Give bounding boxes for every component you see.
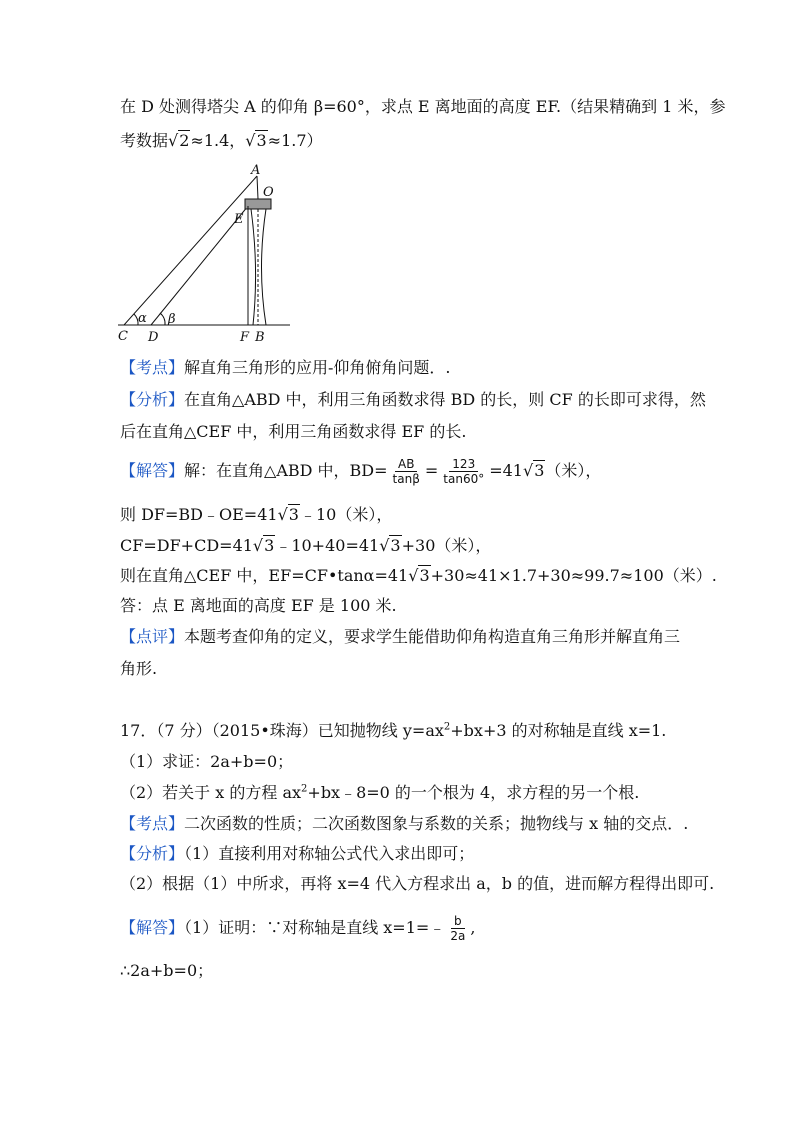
label-alpha: α (138, 311, 147, 326)
q17-part-2: （2）若关于 x 的方程 $ax^2+bx﹣8=0$ 的一个根为 4，求方程的另一个根. (120, 783, 640, 802)
q17-fenxi-tag: 【分析】 (120, 844, 185, 863)
answer-line: 答：点 E 离地面的高度 EF 是 100 米. (120, 596, 397, 615)
label-b: B (255, 330, 265, 345)
geometry-figure (118, 163, 294, 345)
q17-conclusion: ∴2a+b=0； (120, 961, 214, 980)
label-f: F (240, 330, 250, 345)
dianping-tag: 【点评】 (120, 627, 185, 646)
q17-heading: 17．（7 分）（2015•珠海）已知抛物线 $y=ax^2+bx+3$ 的对称轴是直线 x=1. (120, 721, 667, 740)
solution-line-ef: 则在直角△CEF 中，EF=CF•tanα=41√3+30≈41×1.7+30≈99.7≈100（米）. (120, 566, 717, 585)
q17-jieda-tag: 【解答】 (120, 918, 185, 937)
q17-kaodian-line: 【考点】二次函数的性质；二次函数图象与系数的关系；抛物线与 x 轴的交点．. (120, 814, 689, 833)
label-beta: β (168, 312, 176, 327)
dianping-line-1: 【点评】本题考查仰角的定义，要求学生能借助仰角构造直角三角形并解直角三 (120, 627, 681, 646)
q17-fenxi-line-2: （2）根据（1）中所求，再将 x=4 代入方程求出 a，b 的值，进而解方程得出即可. (120, 874, 715, 893)
jieda-line-1: 【解答】解：在直角△ABD 中，BD= $\frac{AB}{\tan\beta}$ = $\frac{123}{\tan 60^\circ}$ =41√3（米）， (120, 457, 602, 486)
q17-fenxi-line-1: 【分析】（1）直接利用对称轴公式代入求出即可； (120, 844, 475, 863)
label-e: E (234, 212, 244, 227)
problem-text-line-2: 考数据√2≈1.4，√3≈1.7） (120, 131, 323, 150)
fraction-123-tan60: $\frac{123}{\tan 60^\circ}$ (443, 457, 485, 486)
fraction-ab-tanbeta: $\frac{AB}{\tan\beta}$ (392, 457, 420, 486)
label-o: O (263, 185, 274, 200)
problem-text-line-1: 在 D 处测得塔尖 A 的仰角 β=60°，求点 E 离地面的高度 EF.（结果精确到 1 米，参 (120, 97, 726, 116)
label-a: A (251, 163, 261, 178)
label-c: C (118, 329, 128, 344)
q17-part-1: （1）求证：2a+b=0； (120, 752, 294, 771)
fenxi-line-2: 后在直角△CEF 中，利用三角函数求得 EF 的长. (120, 422, 467, 441)
dianping-line-2: 角形. (120, 659, 158, 678)
fraction-b-2a: $\frac{b}{2a}$ (450, 914, 466, 943)
solution-line-cf: CF=DF+CD=41√3﹣10+40=41√3+30（米）， (120, 536, 492, 555)
fenxi-line-1: 【分析】在直角△ABD 中，利用三角函数求得 BD 的长，则 CF 的长即可求得，然 (120, 390, 706, 409)
q17-kaodian-tag: 【考点】 (120, 814, 185, 833)
label-d: D (148, 330, 159, 345)
jieda-tag: 【解答】 (120, 461, 185, 480)
kaodian-tag: 【考点】 (120, 358, 185, 377)
fenxi-tag: 【分析】 (120, 390, 185, 409)
q17-jieda-line: 【解答】（1）证明：∵对称轴是直线 x=1=﹣ $\frac{b}{2a}$ , (120, 914, 476, 943)
solution-line-df: 则 DF=BD﹣OE=41√3﹣10（米）， (120, 505, 393, 524)
kaodian-line: 【考点】解直角三角形的应用-仰角俯角问题．. (120, 358, 451, 377)
